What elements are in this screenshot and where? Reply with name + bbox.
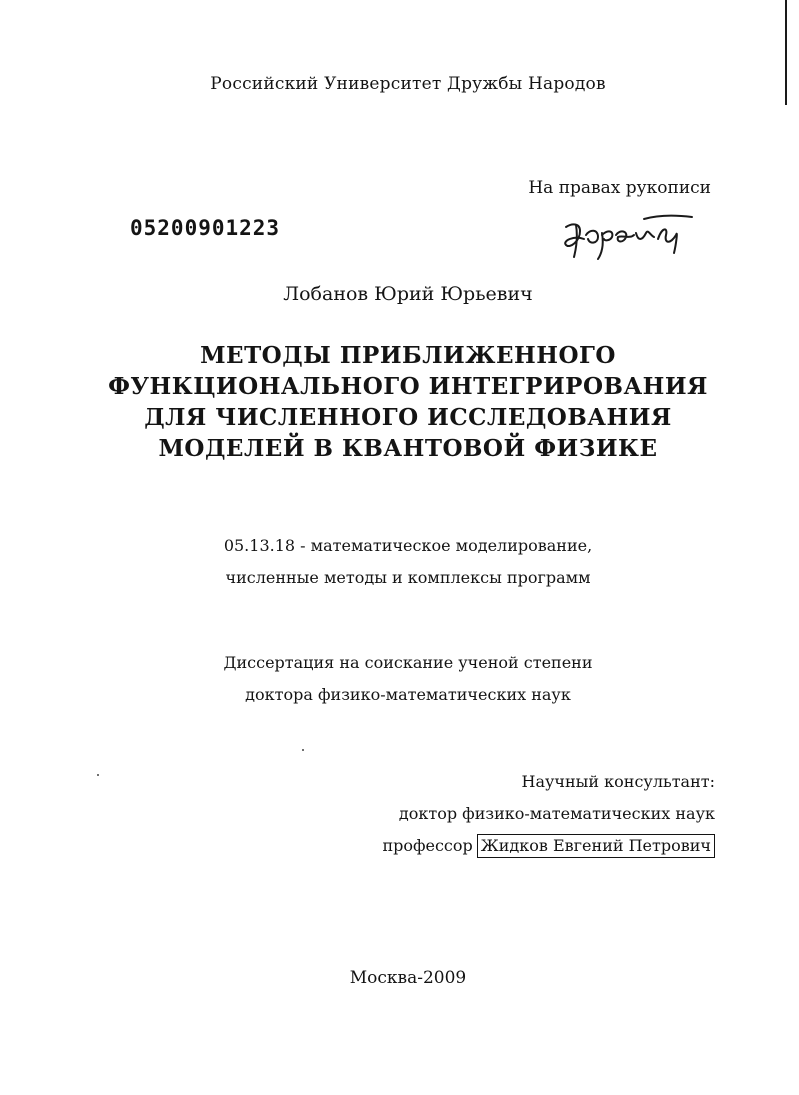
advisor-name: Жидков Евгений Петрович [477, 834, 715, 858]
title-line: ДЛЯ ЧИСЛЕННОГО ИССЛЕДОВАНИЯ [144, 404, 672, 431]
advisor-degree: доктор физико-математических наук [398, 804, 715, 823]
manuscript-note: На правах рукописи [528, 178, 711, 198]
degree-line: доктора физико-математических наук [245, 685, 571, 704]
city-year: Москва-2009 [349, 968, 467, 988]
scan-edge-mark [783, 0, 789, 110]
advisor-block [382, 766, 715, 862]
advisor-rank: профессор [382, 836, 473, 855]
university-name: Российский Университет Дружбы Народов [210, 74, 606, 94]
advisor-rank-row [382, 830, 715, 862]
scan-speck [97, 774, 99, 776]
degree-line: Диссертация на соискание ученой степени [223, 653, 593, 672]
author-name: Лобанов Юрий Юрьевич [283, 283, 533, 305]
degree-block [0, 647, 799, 711]
title-line: ФУНКЦИОНАЛЬНОГО ИНТЕГРИРОВАНИЯ [108, 373, 708, 400]
handwritten-signature-icon [558, 205, 698, 265]
scan-speck [302, 749, 304, 751]
catalog-number: 05200901223 [130, 216, 281, 240]
dissertation-title [0, 340, 799, 464]
specialty-block [0, 530, 799, 594]
specialty-description: численные методы и комплексы программ [225, 568, 591, 587]
advisor-label: Научный консультант: [521, 772, 715, 791]
title-line: МОДЕЛЕЙ В КВАНТОВОЙ ФИЗИКЕ [158, 435, 658, 462]
title-line: МЕТОДЫ ПРИБЛИЖЕННОГО [200, 342, 616, 369]
specialty-code: 05.13.18 - математическое моделирование, [223, 536, 593, 555]
